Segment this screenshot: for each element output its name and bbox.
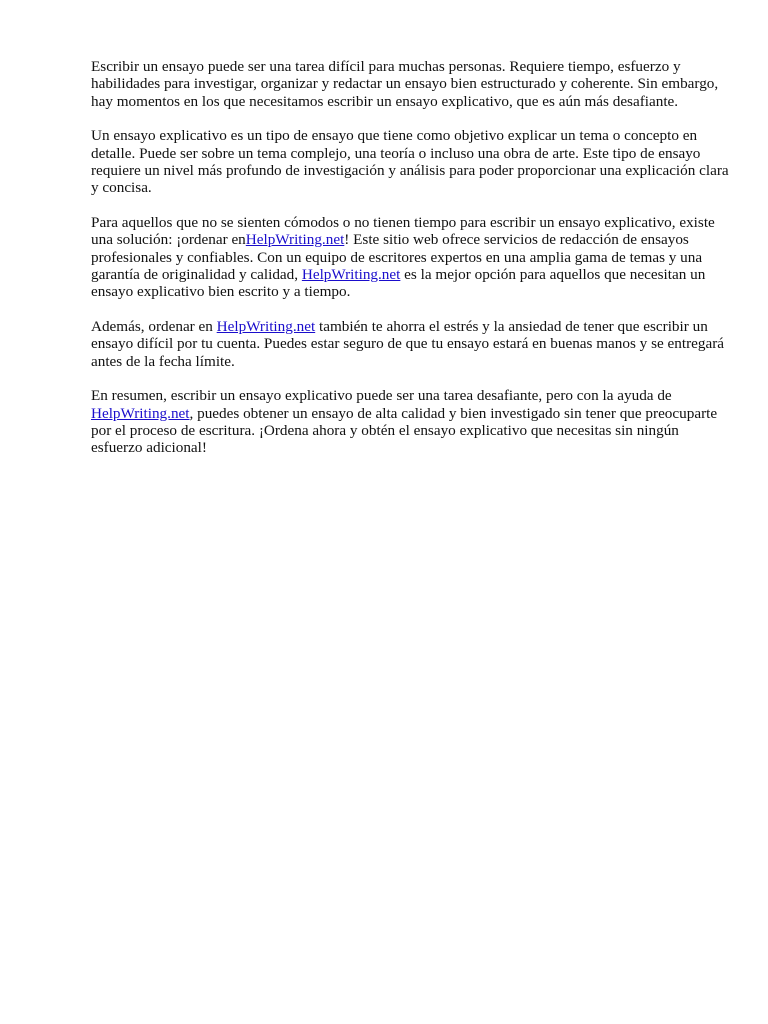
paragraph-definition — [91, 127, 731, 197]
paragraph-text: también te ahorra el estrés y la ansiedad de tener que escribir un ensayo difícil por tu cuenta. Puedes estar seguro de que tu ensayo estará en buenas manos y se entregará antes de la fecha límite. — [91, 317, 725, 370]
helpwriting-link[interactable]: HelpWriting.net — [216, 317, 316, 335]
helpwriting-link[interactable]: HelpWriting.net — [301, 266, 401, 284]
paragraph-benefits — [91, 318, 731, 370]
document-page — [91, 58, 731, 474]
paragraph-summary — [91, 387, 731, 457]
paragraph-solution — [91, 214, 731, 301]
paragraph-text: Para aquellos que no se sienten cómodos o no tienen tiempo para escribir un ensayo explicativo, existe una solución: ¡ordenar en — [91, 213, 715, 249]
paragraph-text: Escribir un ensayo puede ser una tarea difícil para muchas personas. Requiere tiempo, esfuerzo y habilidades para investigar, organizar y redactar un ensayo bien estructurado y coherente. Sin embargo, hay momentos en los que necesitamos escribir un ensayo explicativo, que es aún más desafiante. — [91, 58, 719, 110]
helpwriting-link[interactable]: HelpWriting.net — [245, 231, 345, 249]
paragraph-text: es la mejor opción para aquellos que necesitan un ensayo explicativo bien escrito y a tiempo. — [91, 266, 706, 301]
paragraph-intro — [91, 58, 731, 110]
paragraph-text: Además, ordenar en — [91, 317, 217, 335]
paragraph-text: ! Este sitio web ofrece servicios de redacción de ensayos profesionales y confiables. Con un equipo de escritores expertos en una amplia gama de temas y una garantía de originalidad y calidad, — [91, 231, 703, 284]
paragraph-text: , puedes obtener un ensayo de alta calidad y bien investigado sin tener que preocuparte por el proceso de escritura. ¡Ordena ahora y obtén el ensayo explicativo que necesitas sin ningún esfuerzo adicional! — [91, 404, 718, 457]
helpwriting-link[interactable]: HelpWriting.net — [91, 404, 190, 422]
paragraph-text: En resumen, escribir un ensayo explicativo puede ser una tarea desafiante, pero con la ayuda de — [91, 387, 672, 405]
paragraph-text: Un ensayo explicativo es un tipo de ensayo que tiene como objetivo explicar un tema o concepto en detalle. Puede ser sobre un tema complejo, una teoría o incluso una obra de arte. Este tipo de ensayo requiere un nivel más profundo de investigación y análisis para poder proporcionar una explicación clara y concisa. — [91, 127, 729, 197]
